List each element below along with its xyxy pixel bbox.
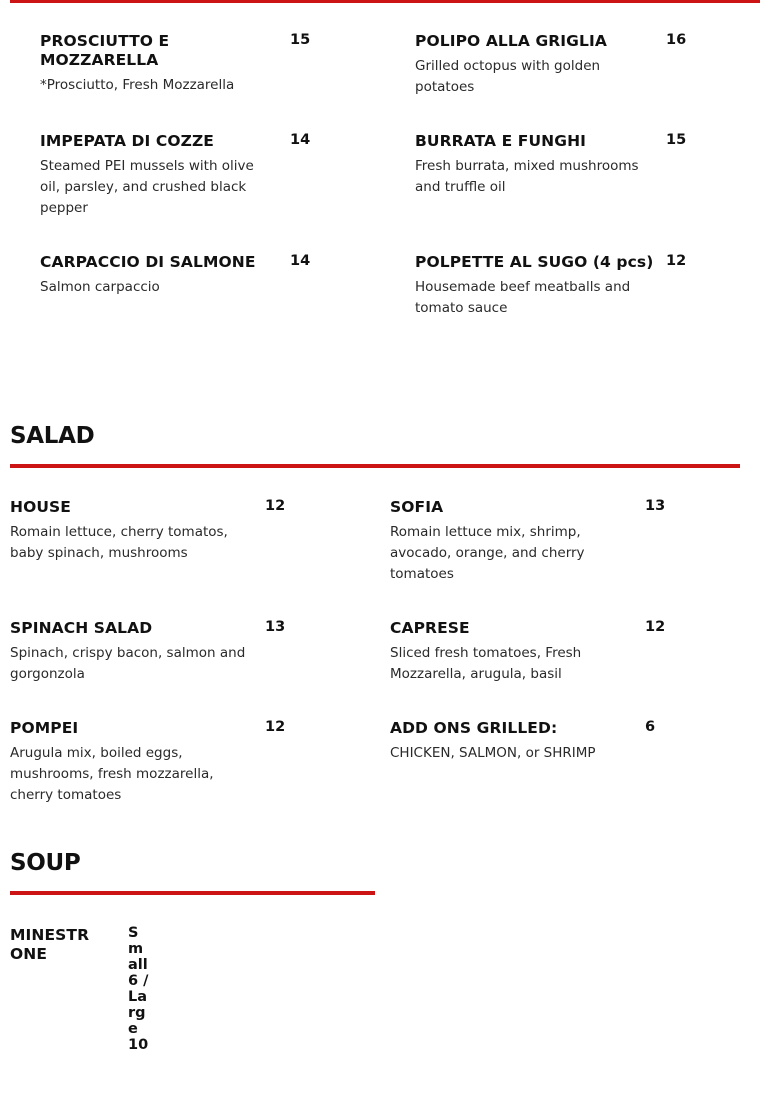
- item-price: 12: [265, 498, 286, 514]
- section-divider: [10, 464, 740, 468]
- item-description: Salmon carpaccio: [40, 279, 160, 295]
- item-description: Steamed PEI mussels with olive oil, parsley, and crushed black pepper: [40, 158, 254, 216]
- item-name: POLPETTE AL SUGO (4 pcs): [415, 253, 654, 271]
- item-name: SOFIA: [390, 498, 444, 516]
- item-price: Small 6 / Large 10: [128, 925, 149, 1053]
- item-price: 15: [666, 132, 687, 148]
- item-name: MINESTRONE: [10, 926, 90, 963]
- item-price: 14: [290, 253, 311, 269]
- item-description: Romain lettuce mix, shrimp, avocado, orange, and cherry tomatoes: [390, 524, 585, 582]
- menu-item: [40, 32, 330, 102]
- item-name: SPINACH SALAD: [10, 619, 153, 637]
- item-description: CHICKEN, SALMON, or SHRIMP: [390, 745, 596, 761]
- item-name: POLIPO ALLA GRIGLIA: [415, 32, 607, 50]
- item-description: Arugula mix, boiled eggs, mushrooms, fresh mozzarella, cherry tomatoes: [10, 745, 214, 803]
- item-description: Romain lettuce, cherry tomatos, baby spinach, mushrooms: [10, 524, 228, 561]
- menu-item: [390, 498, 690, 588]
- item-price: 6: [645, 719, 656, 735]
- top-divider: [10, 0, 760, 3]
- section-divider: [10, 891, 375, 895]
- item-name: IMPEPATA DI COZZE: [40, 132, 214, 150]
- item-name: BURRATA E FUNGHI: [415, 132, 587, 150]
- menu-item: [40, 132, 330, 222]
- section-title-salad: SALAD: [10, 423, 95, 449]
- item-description: Spinach, crispy bacon, salmon and gorgonzola: [10, 645, 246, 682]
- menu-item: [10, 498, 300, 568]
- item-description: Fresh burrata, mixed mushrooms and truffle oil: [415, 158, 639, 195]
- menu-item: [415, 32, 715, 102]
- menu-item: [390, 619, 690, 689]
- item-name: HOUSE: [10, 498, 71, 516]
- item-price: 13: [265, 619, 286, 635]
- item-price: 12: [265, 719, 286, 735]
- item-description: Grilled octopus with golden potatoes: [415, 58, 601, 95]
- item-name: POMPEI: [10, 719, 79, 737]
- item-price: 13: [645, 498, 666, 514]
- item-name: CAPRESE: [390, 619, 470, 637]
- item-price: 12: [666, 253, 687, 269]
- item-name: PROSCIUTTO E MOZZARELLA: [40, 32, 170, 69]
- item-price: 16: [666, 32, 687, 48]
- item-description: Sliced fresh tomatoes, Fresh Mozzarella, arugula, basil: [390, 645, 582, 682]
- item-price: 14: [290, 132, 311, 148]
- item-description: *Prosciutto, Fresh Mozzarella: [40, 77, 235, 93]
- menu-item: [10, 719, 300, 809]
- menu-item: [415, 253, 715, 323]
- menu-item: [10, 619, 300, 689]
- item-price: 15: [290, 32, 311, 48]
- item-name: CARPACCIO DI SALMONE: [40, 253, 256, 271]
- item-description: Housemade beef meatballs and tomato sauce: [415, 279, 631, 316]
- menu-item: [40, 253, 330, 303]
- item-price: 12: [645, 619, 666, 635]
- menu-item: [390, 719, 690, 769]
- menu-item: [415, 132, 715, 202]
- item-name: ADD ONS GRILLED:: [390, 719, 558, 737]
- menu-item: [10, 926, 110, 971]
- section-title-soup: SOUP: [10, 850, 81, 876]
